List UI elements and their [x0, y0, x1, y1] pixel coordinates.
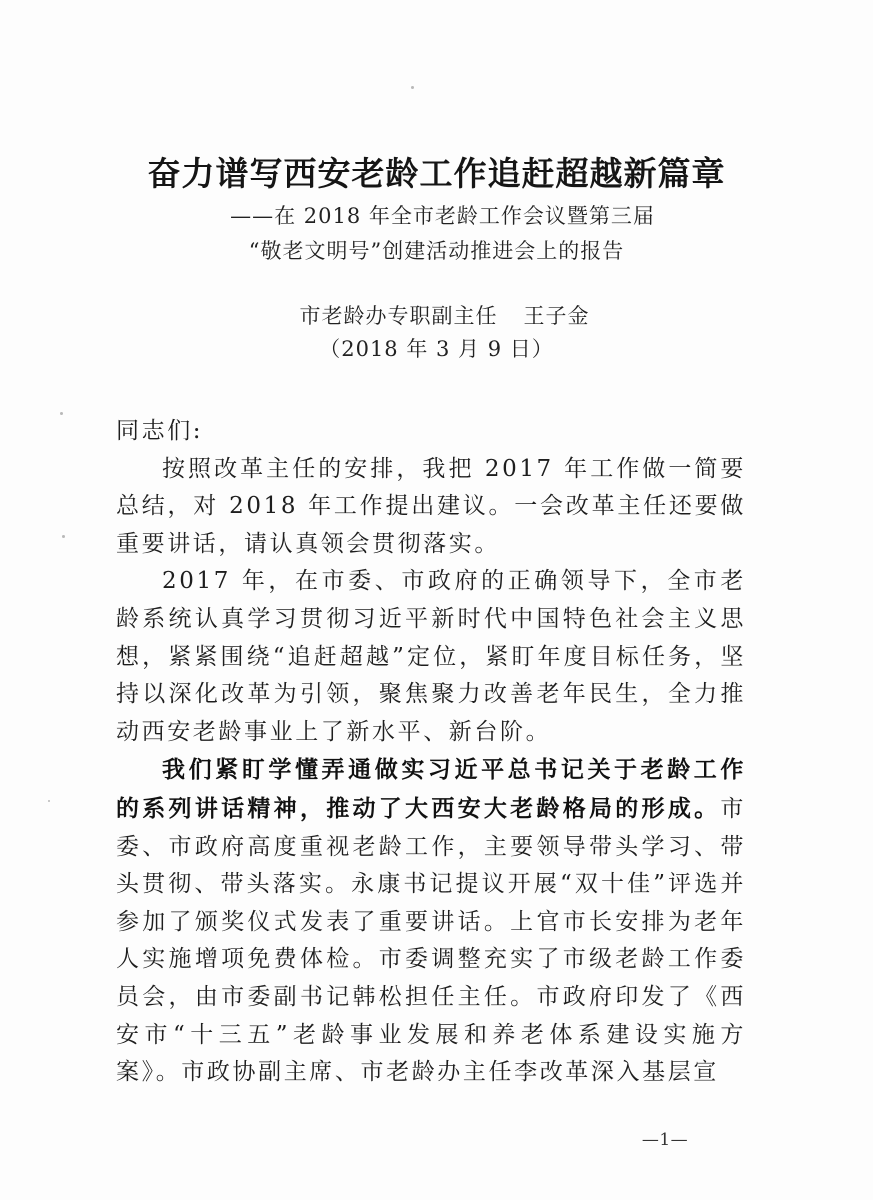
scan-speck [60, 412, 63, 415]
author-line [0, 300, 873, 330]
scan-speck [411, 86, 414, 89]
author-role: 市老龄办专职副主任 [299, 304, 498, 328]
document-body [116, 413, 746, 1092]
salutation: 同志们: [116, 418, 204, 444]
scan-speck [48, 800, 50, 802]
paragraph-3-text: 市委、市政府高度重视老龄工作，主要领导带头学习、带头贯彻、带头落实。永康书记提议开展“双十佳”评选并参加了颁奖仪式发表了重要讲话。上官市长安排为老年人实施增项免费体检。市委调整充实了市级老龄工作委员会，由市委副书记韩松担任主任。市政府印发了《西安市“十三五”老龄事业发展和养老体系建设实施方案》。市政协副主席、市老龄办主任李改革深入基层宣 [116, 795, 746, 1086]
page-number: —1— [641, 1130, 689, 1150]
paragraph-3 [116, 751, 746, 1091]
paragraph-3-heading: 我们紧盯学懂弄通做实习近平总书记关于老龄工作的系列讲话精神，推动了大西安大老龄格局的形成。 [116, 756, 746, 822]
author-name: 王子金 [523, 304, 590, 328]
paragraph-2: 2017 年，在市委、市政府的正确领导下，全市老龄系统认真学习贯彻习近平新时代中国特色社会主义思想，紧紧围绕“追赶超越”定位，紧盯年度目标任务，坚持以深化改革为引领，聚焦聚力改善老年民生，全力推动西安老龄事业上了新水平、新台阶。 [116, 568, 746, 745]
paragraph-1: 按照改革主任的安排，我把 2017 年工作做一简要总结，对 2018 年工作提出建议。一会改革主任还要做重要讲话，请认真领会贯彻落实。 [116, 455, 746, 557]
document-subtitle-line1: ——在 2018 年全市老龄工作会议暨第三届 [230, 204, 655, 228]
document-date: （2018 年 3 月 9 日） [319, 337, 554, 361]
document-title: 奋力谱写西安老龄工作追赶超越新篇章 [147, 154, 726, 193]
document-subtitle-line2: “敬老文明号”创建活动推进会上的报告 [248, 239, 625, 263]
scan-speck [62, 535, 65, 538]
